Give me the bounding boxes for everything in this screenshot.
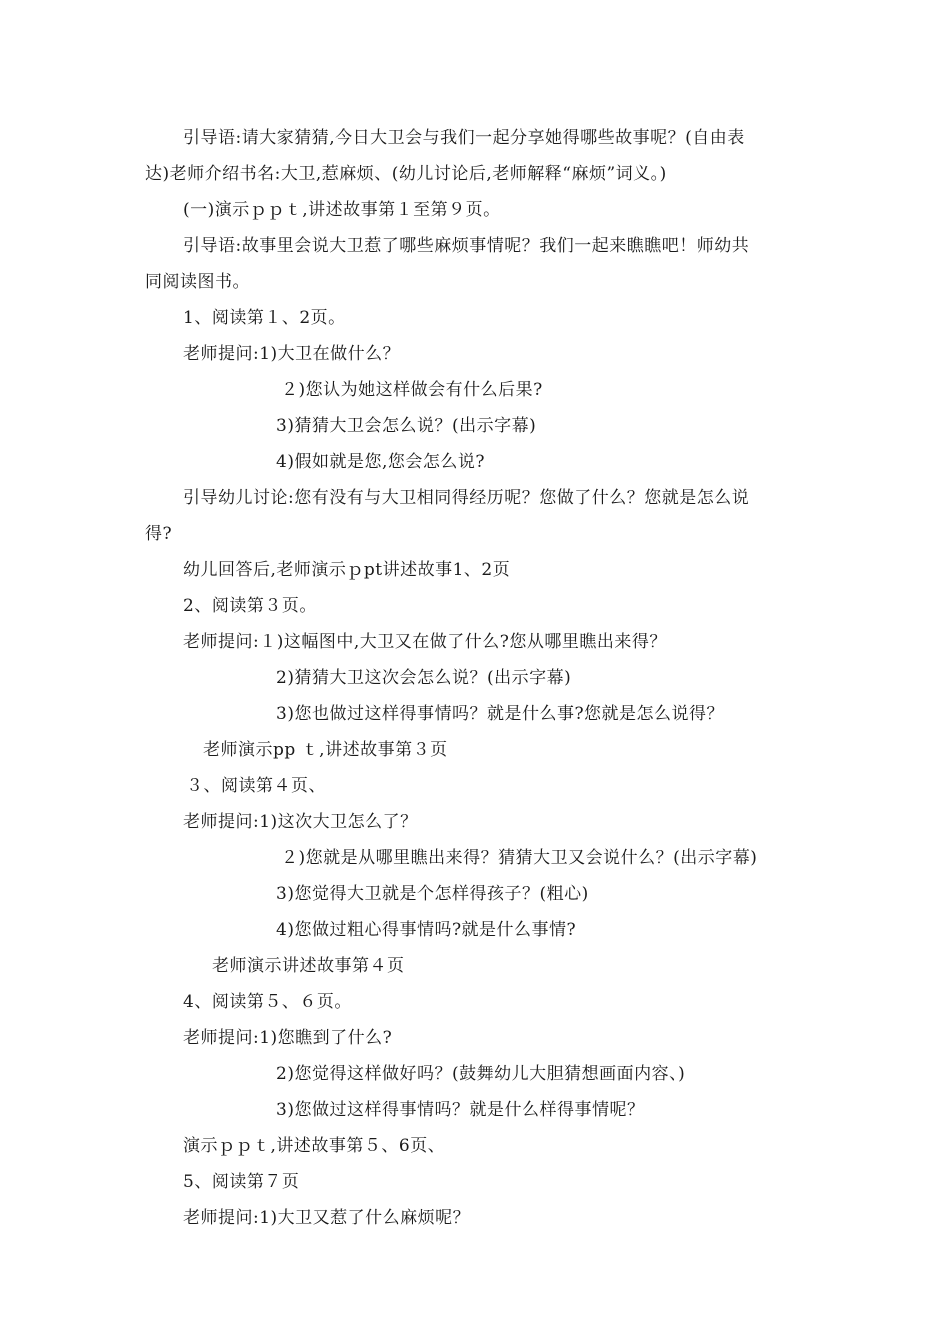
step-3-question-1: 老师提问:1)这次大卫怎么了？ <box>183 812 418 832</box>
step-5-question-1: 老师提问:1)大卫又惹了什么麻烦呢？ <box>183 1208 471 1228</box>
discussion-line-1: 引导幼儿讨论:您有没有与大卫相同得经历呢？您做了什么？您就是怎么说 <box>183 488 750 508</box>
step-2-question-1: 老师提问:１)这幅图中,大卫又在做了什么?您从哪里瞧出来得？ <box>183 632 667 652</box>
step-1-question-1: 老师提问:1)大卫在做什么？ <box>183 344 401 364</box>
step-3-question-2: ２)您就是从哪里瞧出来得？猜猜大卫又会说什么？(出示字幕) <box>281 848 758 868</box>
step-3-heading: ３、阅读第４页、 <box>186 776 326 796</box>
step-4-demo: 演示ｐｐｔ,讲述故事第５、6页、 <box>183 1136 446 1156</box>
step-1-question-3: 3)猜猜大卫会怎么说？(出示字幕) <box>276 416 537 436</box>
step-3-question-4: 4)您做过粗心得事情吗?就是什么事情? <box>276 920 577 940</box>
step-1-heading: 1、阅读第１、2页。 <box>183 308 346 328</box>
discussion-line-2: 得? <box>145 524 173 544</box>
step-3-question-3: 3)您觉得大卫就是个怎样得孩子？(粗心) <box>276 884 589 904</box>
step-2-heading: 2、阅读第３页。 <box>183 596 317 616</box>
step-4-heading: 4、阅读第５、６页。 <box>183 992 352 1012</box>
step-4-question-2: 2)您觉得这样做好吗？(鼓舞幼儿大胆猜想画面内容、) <box>276 1064 686 1084</box>
step-3-demo: 老师演示讲述故事第４页 <box>212 956 405 976</box>
step-2-question-2: 2)猜猜大卫这次会怎么说？(出示字幕) <box>276 668 572 688</box>
step-4-question-1: 老师提问:1)您瞧到了什么? <box>183 1028 393 1048</box>
paragraph-guide-line-2: 同阅读图书。 <box>145 272 250 292</box>
step-2-demo: 老师演示pp ｔ,讲述故事第３页 <box>203 740 448 760</box>
step-1-question-2: ２)您认为她这样做会有什么后果? <box>281 380 543 400</box>
step-1-demo: 幼儿回答后,老师演示ｐpt讲述故事1、2页 <box>183 560 511 580</box>
paragraph-intro-line-1: 引导语:请大家猜猜,今日大卫会与我们一起分享她得哪些故事呢？(自由表 <box>183 128 745 148</box>
step-2-question-3: 3)您也做过这样得事情吗？就是什么事?您就是怎么说得？ <box>276 704 725 724</box>
paragraph-intro-line-2: 达)老师介绍书名:大卫,惹麻烦、(幼儿讨论后,老师解释“麻烦”词义。) <box>145 164 667 184</box>
step-5-heading: 5、阅读第７页 <box>183 1172 300 1192</box>
step-4-question-3: 3)您做过这样得事情吗？就是什么样得事情呢？ <box>276 1100 645 1120</box>
section-heading: (一)演示ｐｐｔ,讲述故事第１至第９页。 <box>183 200 501 220</box>
step-1-question-4: 4)假如就是您,您会怎么说? <box>276 452 485 472</box>
paragraph-guide-line-1: 引导语:故事里会说大卫惹了哪些麻烦事情呢？我们一起来瞧瞧吧！师幼共 <box>183 236 750 256</box>
